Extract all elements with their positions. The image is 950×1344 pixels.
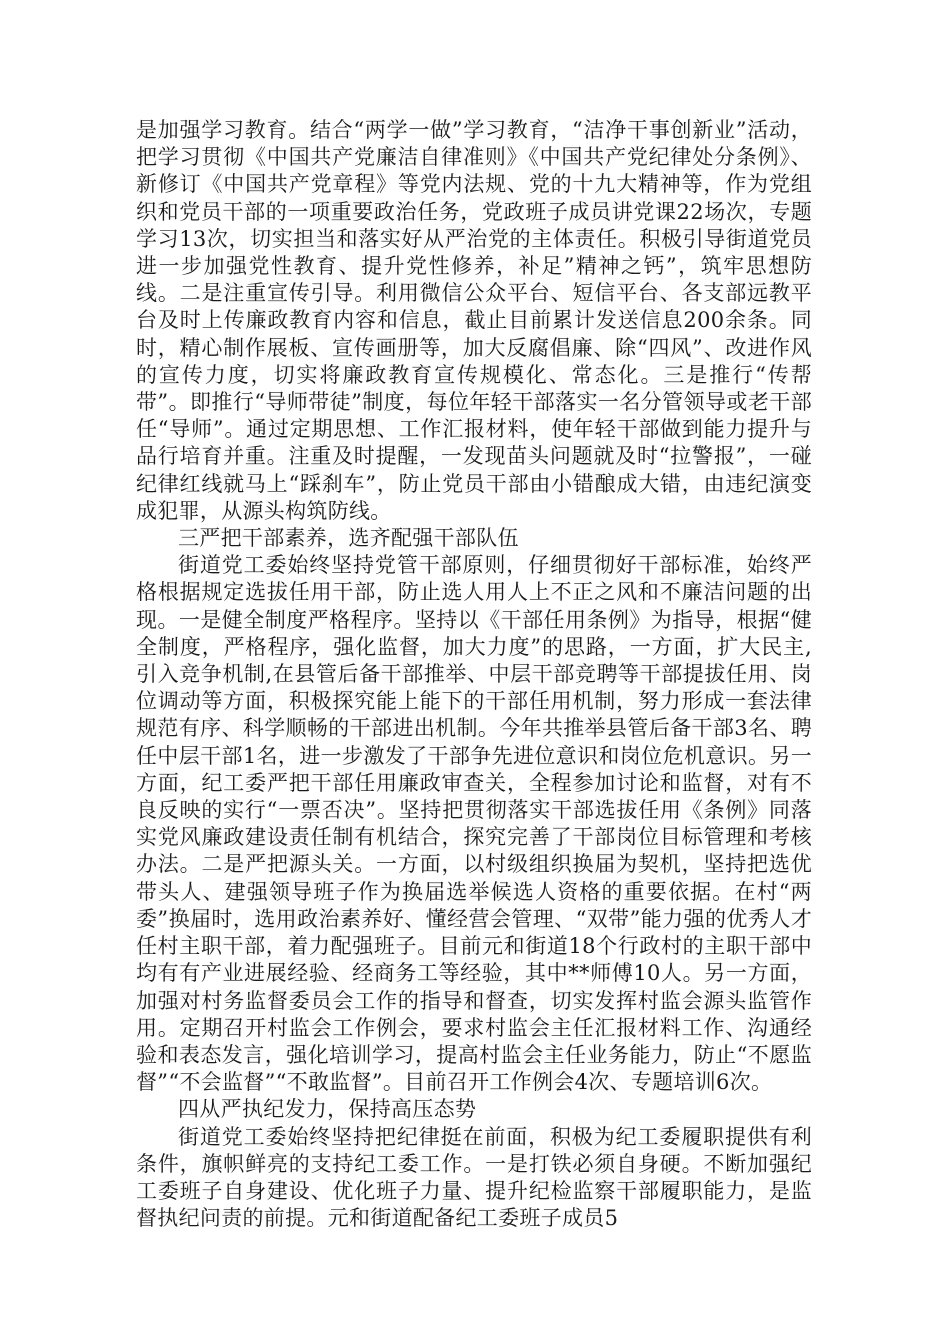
section-heading-discipline: 四从严执纪发力，保持高压态势: [178, 1097, 477, 1122]
paragraph-discipline-enforcement: 街道党工委始终坚持把纪律挺在前面，积极为纪工委履职提供有利条件，旗帜鲜亮的支持纪工委工作。一是打铁必须自身硬。不断加强纪工委班子自身建设、优化班子力量、提升纪检监察干部履职能力，是监督执纪问责的前提。元和街道配备纪工委班子成员5: [136, 1124, 812, 1231]
paragraph-cadre-selection: 街道党工委始终坚持党管干部原则，仔细贯彻好干部标准，始终严格根据规定选拔任用干部，防止选人用人上不正之风和不廉洁问题的出现。一是健全制度严格程序。坚持以《干部任用条例》为指导，根据“健全制度，严格程序，强化监督，加大力度”的思路，一方面，扩大民主,引入竞争机制,在县管后备干部推举、中层干部竞聘等干部提拔任用、岗位调动等方面，积极探究能上能下的干部任用机制，努力形成一套法律规范有序、科学顺畅的干部进出机制。今年共推举县管后备干部3名、聘任中层干部1名，进一步激发了干部争先进位意识和岗位危机意识。另一方面，纪工委严把干部任用廉政审查关，全程参加讨论和监督，对有不良反映的实行“一票否决”。坚持把贯彻落实干部选拔任用《条例》同落实党风廉政建设责任制有机结合，探究完善了干部岗位目标管理和考核办法。二是严把源头关。一方面，以村级组织换届为契机，坚持把选优带头人、建强领导班子作为换届选举候选人资格的重要依据。在村“两委”换届时，选用政治素养好、懂经营会管理、“双带”能力强的优秀人才任村主职干部，着力配强班子。目前元和街道18个行政村的主职干部中均有有产业进展经验、经商务工等经验，其中**师傅10人。另一方面，加强对村务监督委员会工作的指导和督查，切实发挥村监会源头监管作用。定期召开村监会工作例会，要求村监会主任汇报材料工作、沟通经验和表态发言，强化培训学习，提高村监会主任业务能力，防止“不愿监督”“不会监督”“不敢监督”。目前召开工作例会4次、专题培训6次。: [136, 553, 812, 1095]
paragraph-education: 是加强学习教育。结合“两学一做”学习教育，“洁净干事创新业”活动，把学习贯彻《中国共产党廉洁自律准则》《中国共产党纪律处分条例》、新修订《中国共产党章程》等党内法规、党的十九大精神等，作为党组织和党员干部的一项重要政治任务，党政班子成员讲党课22场次，专题学习13次，切实担当和落实好从严治党的主体责任。积极引导街道党员进一步加强党性教育、提升党性修养，补足”精神之钙”，筑牢思想防线。二是注重宣传引导。利用微信公众平台、短信平台、各支部远教平台及时上传廉政教育内容和信息，截止目前累计发送信息200余条。同时，精心制作展板、宣传画册等，加大反腐倡廉、除“四风”、改进作风的宣传力度，切实将廉政教育宣传规模化、常态化。三是推行“传帮带”。即推行“导师带徒”制度，每位年轻干部落实一名分管领导或老干部任“导师”。通过定期思想、工作汇报材料，使年轻干部做到能力提升与品行培育并重。注重及时提醒，一发现苗头问题就及时“拉警报”，一碰纪律红线就马上“踩刹车”，防止党员干部由小错酿成大错，由违纪演变成犯罪，从源头构筑防线。: [136, 118, 812, 523]
document-page: [136, 117, 812, 1232]
section-heading-cadre-quality: 三严把干部素养，选齐配强干部队伍: [178, 526, 519, 551]
